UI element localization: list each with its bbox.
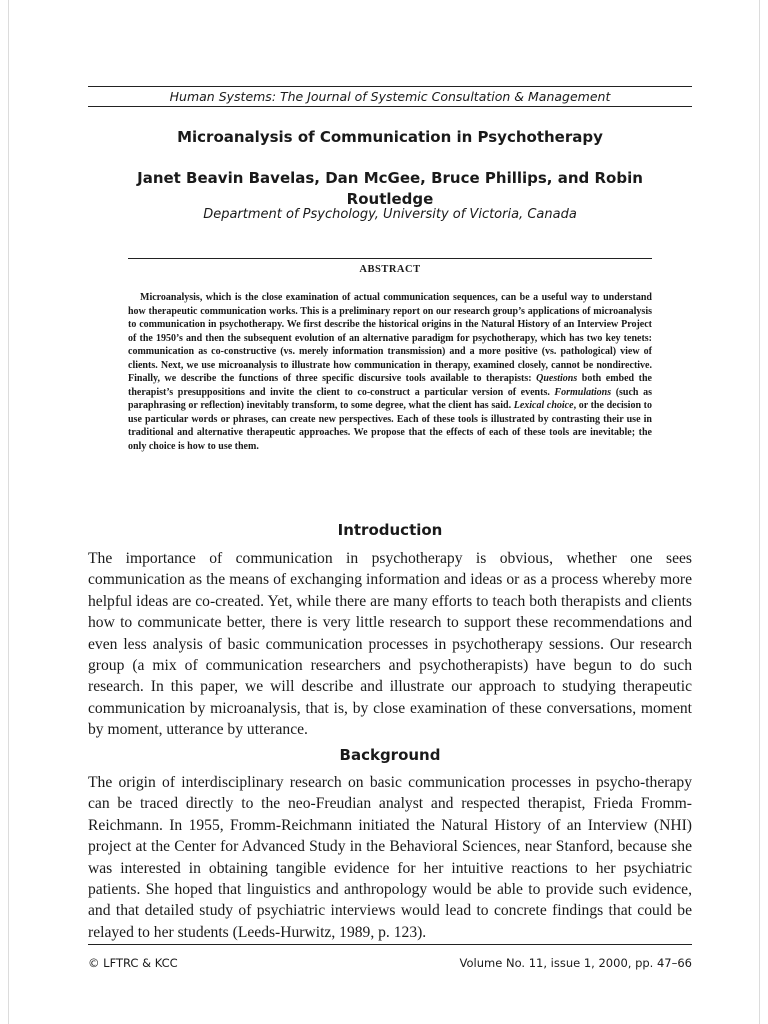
footer-divider bbox=[88, 944, 692, 945]
journal-header: Human Systems: The Journal of Systemic Consultation & Management bbox=[88, 86, 692, 107]
volume-info: Volume No. 11, issue 1, 2000, pp. 47–66 bbox=[459, 956, 692, 970]
article-title: Microanalysis of Communication in Psychotherapy bbox=[177, 128, 603, 146]
introduction-heading: Introduction bbox=[337, 521, 443, 539]
author-affiliation: Department of Psychology, University of Victoria, Canada bbox=[203, 207, 577, 222]
introduction-paragraph: The importance of communication in psychotherapy is obvious, whether one sees communication as the means of exchanging information and ideas or as a process whereby more helpful ideas are co-created. Yet, while there are many efforts to teach both therapists and clients how to communicate better, there is very little research to support these recommendations and even less analysis of basic communication processes in psychotherapy sessions. Our research group (a mix of communication researchers and psychotherapists) have begun to do such research. In this paper, we will describe and illustrate our approach to studying therapeutic communication by microanalysis, that is, by close examination of these conversations, moment by moment, utterance by utterance. bbox=[88, 550, 692, 739]
abstract-text-part: , or the decision to use particular words or phrases, can create new perspectives. Each of these tools is illustrated by contrasting their use in traditional and alternative therapeutic approaches. We propose that the effects of each of these tools are inevitable; the only choice is how to use them. bbox=[128, 400, 652, 452]
background-heading: Background bbox=[339, 746, 441, 764]
abstract-text bbox=[128, 291, 652, 453]
background-paragraph: The origin of interdisciplinary research on basic communication processes in psycho-therapy can be traced directly to the neo-Freudian analyst and respected therapist, Frieda Fromm-Reichmann. In 1955, Fromm-Reichmann initiated the Natural History of an Interview (NHI) project at the Center for Advanced Study in the Behavioral Sciences, near Stanford, because she was interested in obtaining tangible evidence for her intuitive reactions to her psychiatric patients. She hoped that linguistics and anthropology would be able to provide such evidence, and that detailed study of psychiatric interviews would lead to concrete findings that could be relayed to her students (Leeds-Hurwitz, 1989, p. 123). bbox=[88, 774, 692, 941]
abstract-emphasis-questions: Questions bbox=[536, 373, 578, 384]
copyright-notice: © LFTRC & KCC bbox=[88, 956, 178, 970]
abstract-emphasis-lexical-choice: Lexical choice bbox=[513, 400, 574, 411]
abstract-text-part: (such as paraphrasing or reflection) inevitably transform, to some degree, what the client has said. bbox=[128, 386, 652, 411]
abstract-text-part: Microanalysis, which is the close examination of actual communication sequences, can be a useful way to understand how therapeutic communication works. This is a preliminary report on our research group’s applications of microanalysis to communication in psychotherapy. We first describe the historical origins in the Natural History of an Interview Project of the 1950’s and then the subsequent evolution of an alternative paradigm for psychotherapy, which has two key tenets: communication as co-constructive (vs. merely information transmission) and a more positive (vs. pathological) view of clients. Next, we use microanalysis to illustrate how communication in therapy, examined closely, cannot be nondirective. Finally, we describe the functions of three specific discursive tools available to therapists: bbox=[128, 292, 652, 384]
author-list: Janet Beavin Bavelas, Dan McGee, Bruce Phillips, and Robin Routledge bbox=[137, 169, 643, 208]
abstract-text-part: both embed the therapist’s presuppositions and invite the client to co-construct a particular version of events. bbox=[128, 373, 652, 398]
abstract-divider bbox=[128, 258, 652, 259]
abstract-emphasis-formulations: Formulations bbox=[554, 386, 612, 398]
abstract-heading: ABSTRACT bbox=[359, 264, 421, 275]
